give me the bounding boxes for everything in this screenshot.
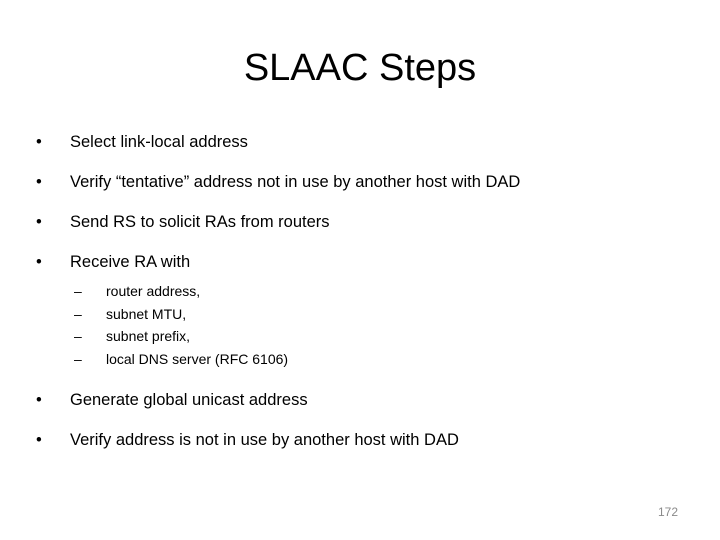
bullet-item bbox=[36, 208, 696, 236]
bullet-marker: • bbox=[36, 431, 42, 449]
bullet-item bbox=[36, 386, 696, 414]
bullet-marker: • bbox=[36, 213, 42, 231]
page-number: 172 bbox=[657, 505, 678, 519]
bullet-text: Receive RA with bbox=[70, 253, 191, 271]
bullet-text: Select link-local address bbox=[70, 133, 248, 151]
bullet-marker: • bbox=[36, 391, 42, 409]
sub-bullet-list bbox=[74, 280, 696, 370]
sub-bullet-item bbox=[74, 325, 696, 348]
bullet-item bbox=[36, 168, 696, 196]
bullet-list bbox=[36, 128, 696, 454]
slide-title: SLAAC Steps bbox=[243, 47, 477, 89]
bullet-item bbox=[36, 426, 696, 454]
bullet-marker: • bbox=[36, 173, 42, 191]
bullet-item bbox=[36, 248, 696, 370]
bullet-text: Verify “tentative” address not in use by another host with DAD bbox=[70, 173, 521, 191]
bullet-text: Verify address is not in use by another host with DAD bbox=[70, 431, 459, 449]
bullet-text: Send RS to solicit RAs from routers bbox=[70, 213, 330, 231]
sub-bullet-text: subnet prefix, bbox=[106, 328, 191, 344]
bullet-text: Generate global unicast address bbox=[70, 391, 308, 409]
sub-bullet-item bbox=[74, 280, 696, 303]
sub-bullet-marker: – bbox=[74, 350, 82, 367]
sub-bullet-text: subnet MTU, bbox=[106, 305, 187, 322]
sub-bullet-marker: – bbox=[74, 305, 82, 322]
sub-bullet-marker: – bbox=[74, 328, 82, 344]
sub-bullet-text: router address, bbox=[106, 283, 201, 299]
sub-bullet-item bbox=[74, 348, 696, 371]
bullet-marker: • bbox=[36, 253, 42, 271]
sub-bullet-marker: – bbox=[74, 283, 82, 299]
bullet-item bbox=[36, 128, 696, 156]
sub-bullet-item bbox=[74, 303, 696, 326]
bullet-marker: • bbox=[36, 133, 42, 151]
sub-bullet-text: local DNS server (RFC 6106) bbox=[106, 350, 289, 367]
